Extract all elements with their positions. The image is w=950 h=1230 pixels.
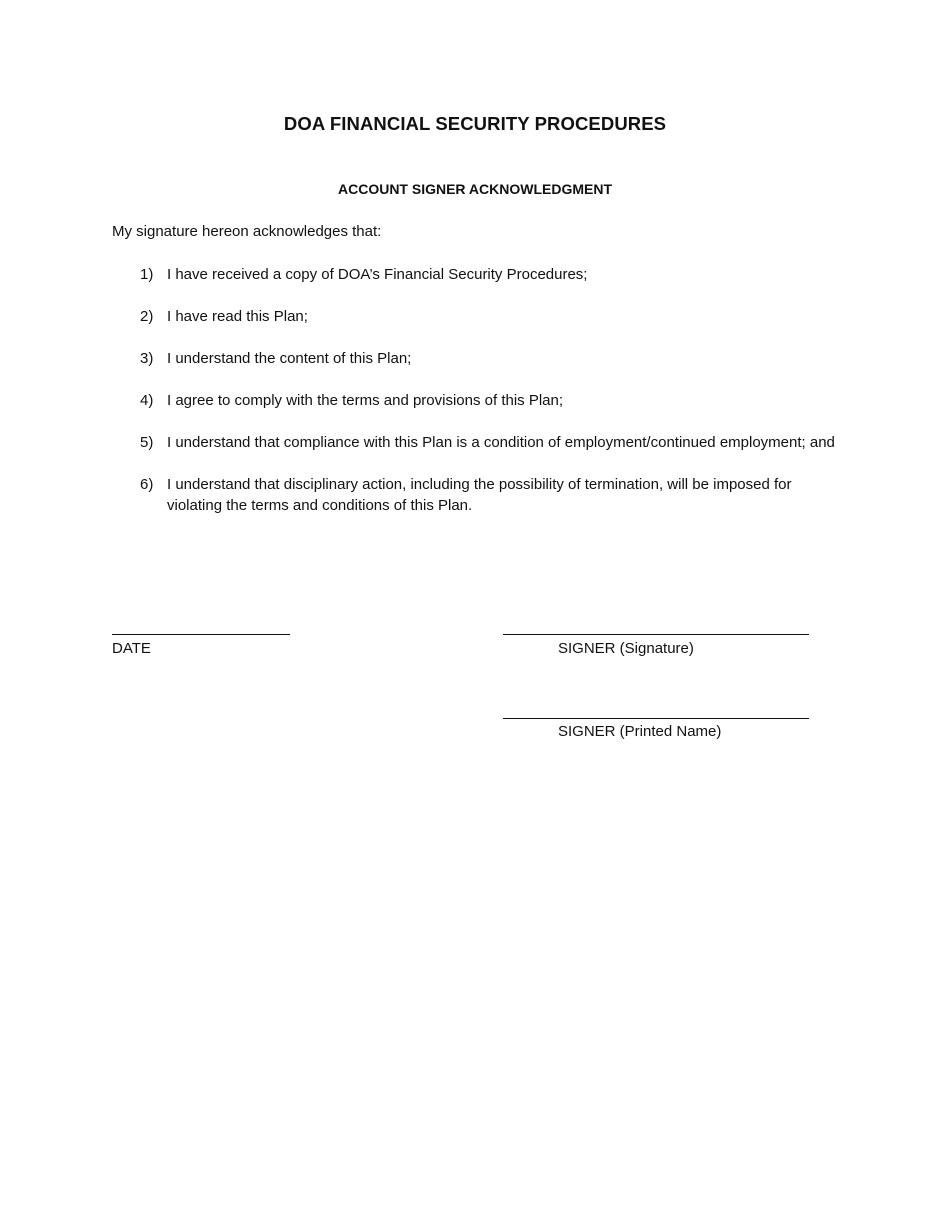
list-item-number: 3) <box>140 350 154 367</box>
date-signature-line[interactable] <box>112 634 290 635</box>
list-item <box>112 306 842 327</box>
list-item-number: 6) <box>140 476 154 493</box>
intro-text: My signature hereon acknowledges that: <box>112 223 382 240</box>
signer-printed-name-label: SIGNER (Printed Name) <box>558 723 722 740</box>
document-title: DOA FINANCIAL SECURITY PROCEDURES <box>283 113 667 134</box>
list-item <box>112 432 842 453</box>
acknowledgment-list <box>112 264 842 537</box>
date-label: DATE <box>112 640 151 657</box>
signer-printed-name-line[interactable] <box>503 718 809 719</box>
list-item <box>112 474 842 516</box>
list-item-text: I understand the content of this Plan; <box>167 350 412 367</box>
document-subtitle: ACCOUNT SIGNER ACKNOWLEDGMENT <box>337 181 613 197</box>
signer-signature-line[interactable] <box>503 634 809 635</box>
list-item-text: I understand that disciplinary action, including the possibility of termination, will be imposed for violating the terms and conditions of this Plan. <box>167 476 792 514</box>
list-item <box>112 348 842 369</box>
list-item-text: I agree to comply with the terms and provisions of this Plan; <box>167 392 564 409</box>
list-item-text: I have received a copy of DOA’s Financial Security Procedures; <box>167 266 588 283</box>
list-item-text: I have read this Plan; <box>167 308 308 325</box>
list-item-number: 2) <box>140 308 154 325</box>
list-item-number: 5) <box>140 434 154 451</box>
list-item-number: 4) <box>140 392 154 409</box>
list-item <box>112 390 842 411</box>
list-item <box>112 264 842 285</box>
list-item-number: 1) <box>140 266 154 283</box>
list-item-text: I understand that compliance with this Plan is a condition of employment/continued employment; and <box>167 434 835 451</box>
signer-signature-label: SIGNER (Signature) <box>558 640 694 657</box>
